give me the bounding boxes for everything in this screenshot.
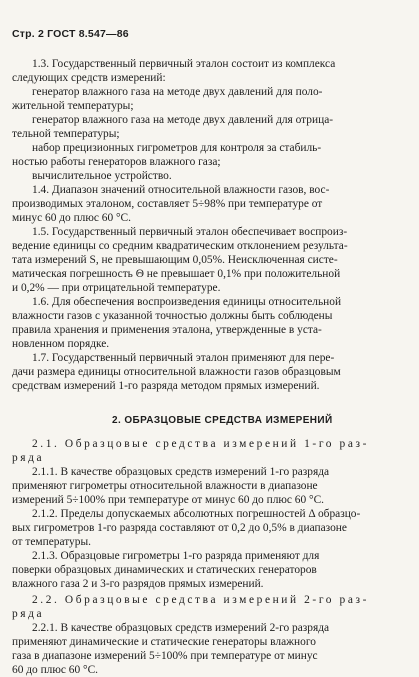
text-line: новленном порядке. [12,338,110,350]
text-line: жительной температуры; [12,100,134,112]
text-line: средствам измерений 1-го разряда методом прямых измерений. [12,380,320,392]
text-line: 2.2.1. В качестве образцовых средств измерений 2-го разряда [32,622,330,634]
text-line: следующих средств измерений: [12,72,166,84]
text-line: 1.7. Государственный первичный эталон применяют для пере- [32,352,335,364]
section-heading: 2. ОБРАЗЦОВЫЕ СРЕДСТВА ИЗМЕРЕНИЙ [112,415,333,426]
text-line: и 0,2% — при отрицательной температуре. [12,282,221,294]
text-line: 1.3. Государственный первичный эталон состоит из комплекса [32,58,336,70]
text-line: ностью работы генераторов влажного газа; [12,156,221,168]
text-line: 2.1.3. Образцовые гигрометры 1-го разряда применяют для [32,550,320,562]
text-line: тата измерений S, не превышающим 0,05%. Неисключенная систе- [12,254,338,266]
text-line: 2.1.1. В качестве образцовых средств измерений 1-го разряда [32,466,330,478]
subsection-heading-cont: ряда [12,608,45,620]
subsection-heading: 2.2. Образцовые средства измерений 2-го раз- [32,594,369,606]
text-line: тельной температуры; [12,128,120,140]
text-line: вых гигрометров 1-го разряда составляют от 0,2 до 0,5% в диапазоне [12,522,347,534]
text-line: правила хранения и применения эталона, утвержденные в уста- [12,324,322,336]
text-line: 1.6. Для обеспечения воспроизведения единицы относительной [32,296,342,308]
text-line: производимых эталоном, составляет 5÷98% при температуре от [12,198,323,210]
text-line: влажности газов с указанной точностью должны быть соблюдены [12,310,333,322]
text-line: влажного газа 2 и 3-го разрядов прямых измерений. [12,578,264,590]
text-line: поверки образцовых динамических и статических генераторов [12,564,317,576]
page-header: Стр. 2 ГОСТ 8.547—86 [12,28,129,40]
subsection-heading-cont: ряда [12,452,45,464]
text-line: от температуры. [12,536,91,548]
text-line: набор прецизионных гигрометров для контроля за стабиль- [32,142,322,154]
text-line: дачи размера единицы относительной влажности газов образцовым [12,366,341,378]
text-line: 1.5. Государственный первичный эталон обеспечивает воспроиз- [32,226,348,238]
text-line: 2.1.2. Пределы допускаемых абсолютных погрешностей Δ образцо- [32,508,361,520]
text-line: минус 60 до плюс 60 °С. [12,212,132,224]
text-line: применяют гигрометры относительной влажности в диапазоне [12,480,318,492]
text-line: измерений 5÷100% при температуре от минус 60 до плюс 60 °С. [12,494,325,506]
text-line: генератор влажного газа на методе двух давлений для поло- [32,86,323,98]
text-line: генератор влажного газа на методе двух давлений для отрица- [32,114,334,126]
text-line: ведение единицы со средним квадратическим отклонением результа- [12,240,348,252]
text-line: 60 до плюс 60 °С. [12,664,99,676]
text-line: применяют динамические и статические генераторы влажного [12,636,316,648]
text-line: газа в диапазоне измерений 5÷100% при температуре от минус [12,650,318,662]
text-line: вычислительное устройство. [32,170,172,182]
text-line: матическая погрешность Θ не превышает 0,1% при положительной [12,268,341,280]
text-line: 1.4. Диапазон значений относительной влажности газов, вос- [32,184,330,196]
subsection-heading: 2.1. Образцовые средства измерений 1-го раз- [32,438,369,450]
